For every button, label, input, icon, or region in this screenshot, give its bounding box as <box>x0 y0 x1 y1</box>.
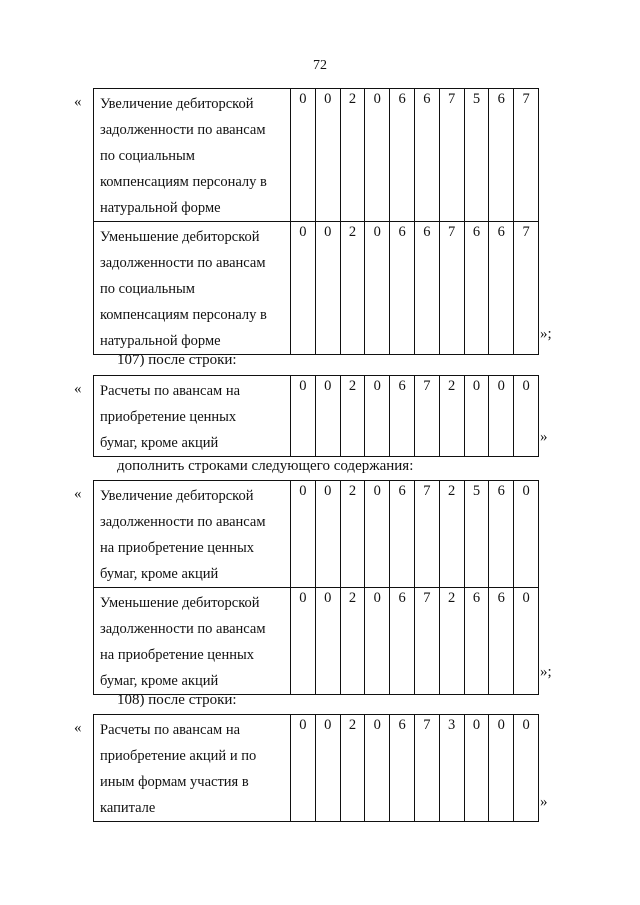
code-table <box>93 375 539 457</box>
code-digit: 6 <box>390 222 415 355</box>
code-digit: 0 <box>365 481 390 588</box>
code-digit: 0 <box>489 715 514 822</box>
table-row <box>94 89 539 222</box>
page-number: 72 <box>313 58 327 73</box>
section-heading-108: 108) после строки: <box>117 692 237 708</box>
opening-quote: « <box>74 720 82 736</box>
code-table <box>93 88 539 355</box>
code-digit: 7 <box>514 89 539 222</box>
table-row <box>94 481 539 588</box>
code-digit: 3 <box>439 715 464 822</box>
code-digit: 6 <box>489 89 514 222</box>
code-digit: 6 <box>489 588 514 695</box>
code-digit: 0 <box>514 588 539 695</box>
code-digit: 5 <box>464 89 489 222</box>
table-row <box>94 588 539 695</box>
row-label: Расчеты по авансам на приобретение акций и по иным формам участия в капитале <box>94 715 291 822</box>
code-digit: 2 <box>439 588 464 695</box>
code-digit: 6 <box>464 588 489 695</box>
code-digit: 2 <box>340 715 365 822</box>
code-digit: 0 <box>514 715 539 822</box>
row-label: Увеличение дебиторской задолженности по авансам по социальным компенсациям персоналу в натуральной форме <box>94 89 291 222</box>
section-heading-107: 107) после строки: <box>117 352 237 368</box>
code-digit: 0 <box>291 588 316 695</box>
code-digit: 0 <box>464 376 489 457</box>
table-row <box>94 376 539 457</box>
code-digit: 7 <box>514 222 539 355</box>
opening-quote: « <box>74 486 82 502</box>
closing-quote: »; <box>540 326 552 342</box>
table-row <box>94 222 539 355</box>
code-digit: 7 <box>414 481 439 588</box>
code-digit: 6 <box>390 376 415 457</box>
table-row <box>94 715 539 822</box>
code-digit: 6 <box>489 481 514 588</box>
code-digit: 2 <box>340 89 365 222</box>
opening-quote: « <box>74 94 82 110</box>
code-digit: 0 <box>315 715 340 822</box>
code-digit: 0 <box>365 715 390 822</box>
closing-quote: » <box>540 794 548 810</box>
code-digit: 6 <box>390 481 415 588</box>
code-table <box>93 480 539 695</box>
code-digit: 0 <box>291 89 316 222</box>
row-label: Расчеты по авансам на приобретение ценных бумаг, кроме акций <box>94 376 291 457</box>
code-digit: 0 <box>514 481 539 588</box>
code-digit: 6 <box>489 222 514 355</box>
code-digit: 0 <box>464 715 489 822</box>
code-digit: 7 <box>439 222 464 355</box>
code-digit: 6 <box>390 89 415 222</box>
row-label: Уменьшение дебиторской задолженности по авансам по социальным компенсациям персоналу в натуральной форме <box>94 222 291 355</box>
code-digit: 2 <box>340 376 365 457</box>
row-label: Уменьшение дебиторской задолженности по авансам на приобретение ценных бумаг, кроме акций <box>94 588 291 695</box>
code-digit: 6 <box>390 588 415 695</box>
closing-quote: »; <box>540 664 552 680</box>
closing-quote: » <box>540 429 548 445</box>
code-digit: 0 <box>365 588 390 695</box>
code-digit: 0 <box>315 588 340 695</box>
code-digit: 7 <box>414 376 439 457</box>
code-digit: 0 <box>365 89 390 222</box>
code-digit: 0 <box>315 481 340 588</box>
code-digit: 6 <box>464 222 489 355</box>
code-digit: 0 <box>315 222 340 355</box>
code-digit: 2 <box>439 376 464 457</box>
row-label: Увеличение дебиторской задолженности по авансам на приобретение ценных бумаг, кроме акций <box>94 481 291 588</box>
code-digit: 0 <box>365 222 390 355</box>
code-digit: 0 <box>365 376 390 457</box>
code-digit: 7 <box>414 715 439 822</box>
code-digit: 0 <box>291 715 316 822</box>
code-digit: 2 <box>340 222 365 355</box>
code-digit: 2 <box>340 588 365 695</box>
section-heading-supplement: дополнить строками следующего содержания: <box>117 458 414 474</box>
code-digit: 0 <box>315 376 340 457</box>
code-digit: 0 <box>514 376 539 457</box>
code-digit: 0 <box>291 481 316 588</box>
opening-quote: « <box>74 381 82 397</box>
code-digit: 0 <box>489 376 514 457</box>
code-digit: 7 <box>414 588 439 695</box>
code-digit: 6 <box>414 222 439 355</box>
code-digit: 2 <box>340 481 365 588</box>
code-digit: 0 <box>315 89 340 222</box>
code-digit: 6 <box>390 715 415 822</box>
code-digit: 0 <box>291 222 316 355</box>
code-digit: 2 <box>439 481 464 588</box>
code-digit: 0 <box>291 376 316 457</box>
code-digit: 6 <box>414 89 439 222</box>
code-digit: 7 <box>439 89 464 222</box>
code-table <box>93 714 539 822</box>
code-digit: 5 <box>464 481 489 588</box>
